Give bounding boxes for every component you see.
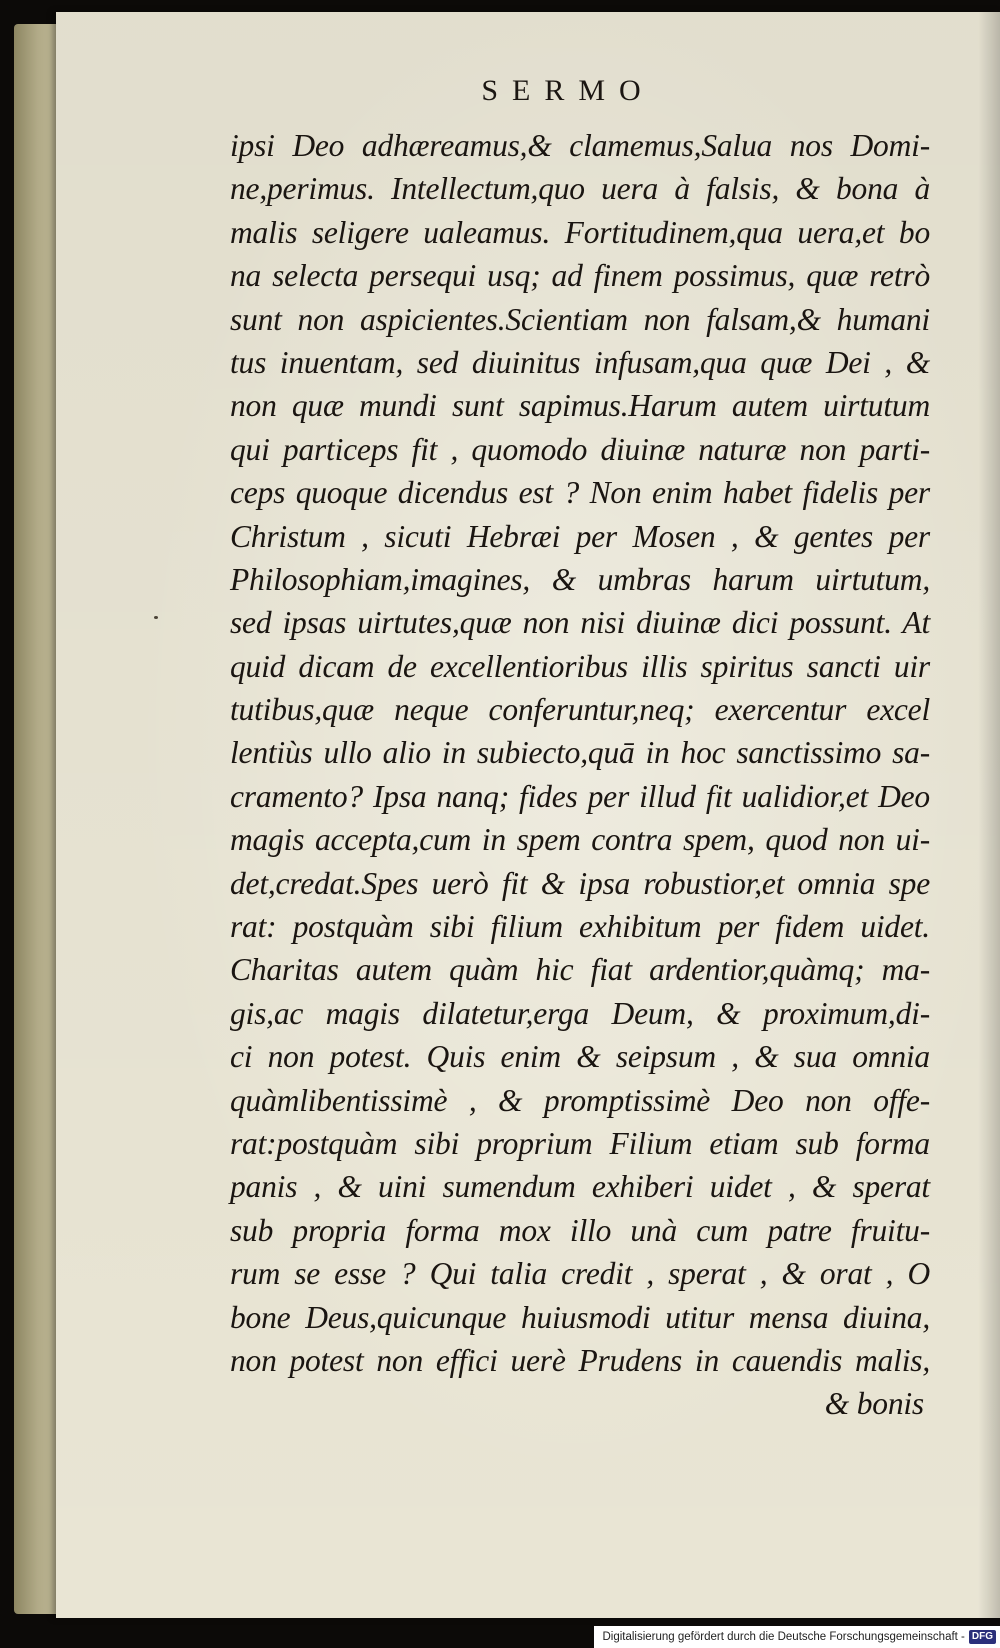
text-line: rat:postquàm sibi proprium Filium etiam sub forma [230, 1125, 930, 1161]
text-line: ipsi Deo adhæreamus,& clamemus,Salua nos Domi- [230, 128, 930, 163]
text-line: malis seligere ualeamus. Fortitudinem,qua uera,et bo [230, 214, 930, 250]
text-line: rum se esse ? Qui talia credit , sperat , & orat , O [230, 1256, 930, 1292]
text-line: lentiùs ullo alio in subiecto,quā in hoc sanctissimo sa- [230, 735, 930, 771]
text-line: ceps quoque dicendus est ? Non enim habet fidelis per [230, 475, 930, 511]
text-line: det,credat.Spes uerò fit & ipsa robustior,et omnia spe [230, 865, 930, 901]
text-line: Charitas autem quàm hic fiat ardentior,quàmq; ma- [230, 952, 930, 988]
book-page [56, 12, 1000, 1618]
text-line: bone Deus,quicunque huiusmodi utitur mensa diuina, [230, 1299, 930, 1335]
text-line: Philosophiam,imagines, & umbras harum uirtutum, [230, 561, 930, 597]
text-line: non quæ mundi sunt sapimus.Harum autem uirtutum [230, 388, 930, 424]
text-line: ne,perimus. Intellectum,quo uera à falsis, & bona à [230, 171, 930, 207]
text-line: gis,ac magis dilatetur,erga Deum, & proximum,di- [230, 995, 930, 1031]
text-line: sed ipsas uirtutes,quæ non nisi diuinæ dici possunt. At [230, 605, 930, 641]
text-line: sunt non aspicientes.Scientiam non falsam,& humani [230, 301, 930, 337]
text-line: na selecta persequi usq; ad finem possimus, quæ retrò [230, 258, 930, 294]
text-line: magis accepta,cum in spem contra spem, quod non ui- [230, 822, 930, 858]
digitization-credit [594, 1626, 1000, 1648]
paper-speck [154, 616, 158, 619]
text-line: Christum , sicuti Hebræi per Mosen , & gentes per [230, 518, 930, 554]
text-line: tus inuentam, sed diuinitus infusam,qua quæ Dei , & [230, 344, 930, 380]
text-line: panis , & uini sumendum exhiberi uidet , & sperat [230, 1169, 930, 1205]
text-line: ci non potest. Quis enim & seipsum , & sua omnia [230, 1039, 930, 1075]
catchword: & bonis [824, 1386, 924, 1422]
text-line: quàmlibentissimè , & promptissimè Deo non offe- [230, 1082, 930, 1118]
text-line: tutibus,quæ neque conferuntur,neq; exercentur excel [230, 692, 930, 728]
text-line: rat: postquàm sibi filium exhibitum per fidem uidet. [230, 909, 930, 945]
text-line: cramento? Ipsa nanq; fides per illud fit ualidior,et Deo [230, 778, 930, 814]
dfg-logo: DFG [969, 1630, 996, 1644]
text-line: qui particeps fit , quomodo diuinæ naturæ non parti- [230, 431, 930, 467]
text-block [230, 124, 930, 1426]
credit-text: Digitalisierung gefördert durch die Deutsche Forschungsgemeinschaft - [602, 1631, 965, 1643]
text-line: quid dicam de excellentioribus illis spiritus sancti uir [230, 648, 930, 684]
text-line: sub propria forma mox illo unà cum patre fruitu- [230, 1212, 930, 1248]
text-line: non potest non effici uerè Prudens in cauendis malis, [230, 1342, 930, 1378]
running-head: SERMO [481, 74, 655, 107]
